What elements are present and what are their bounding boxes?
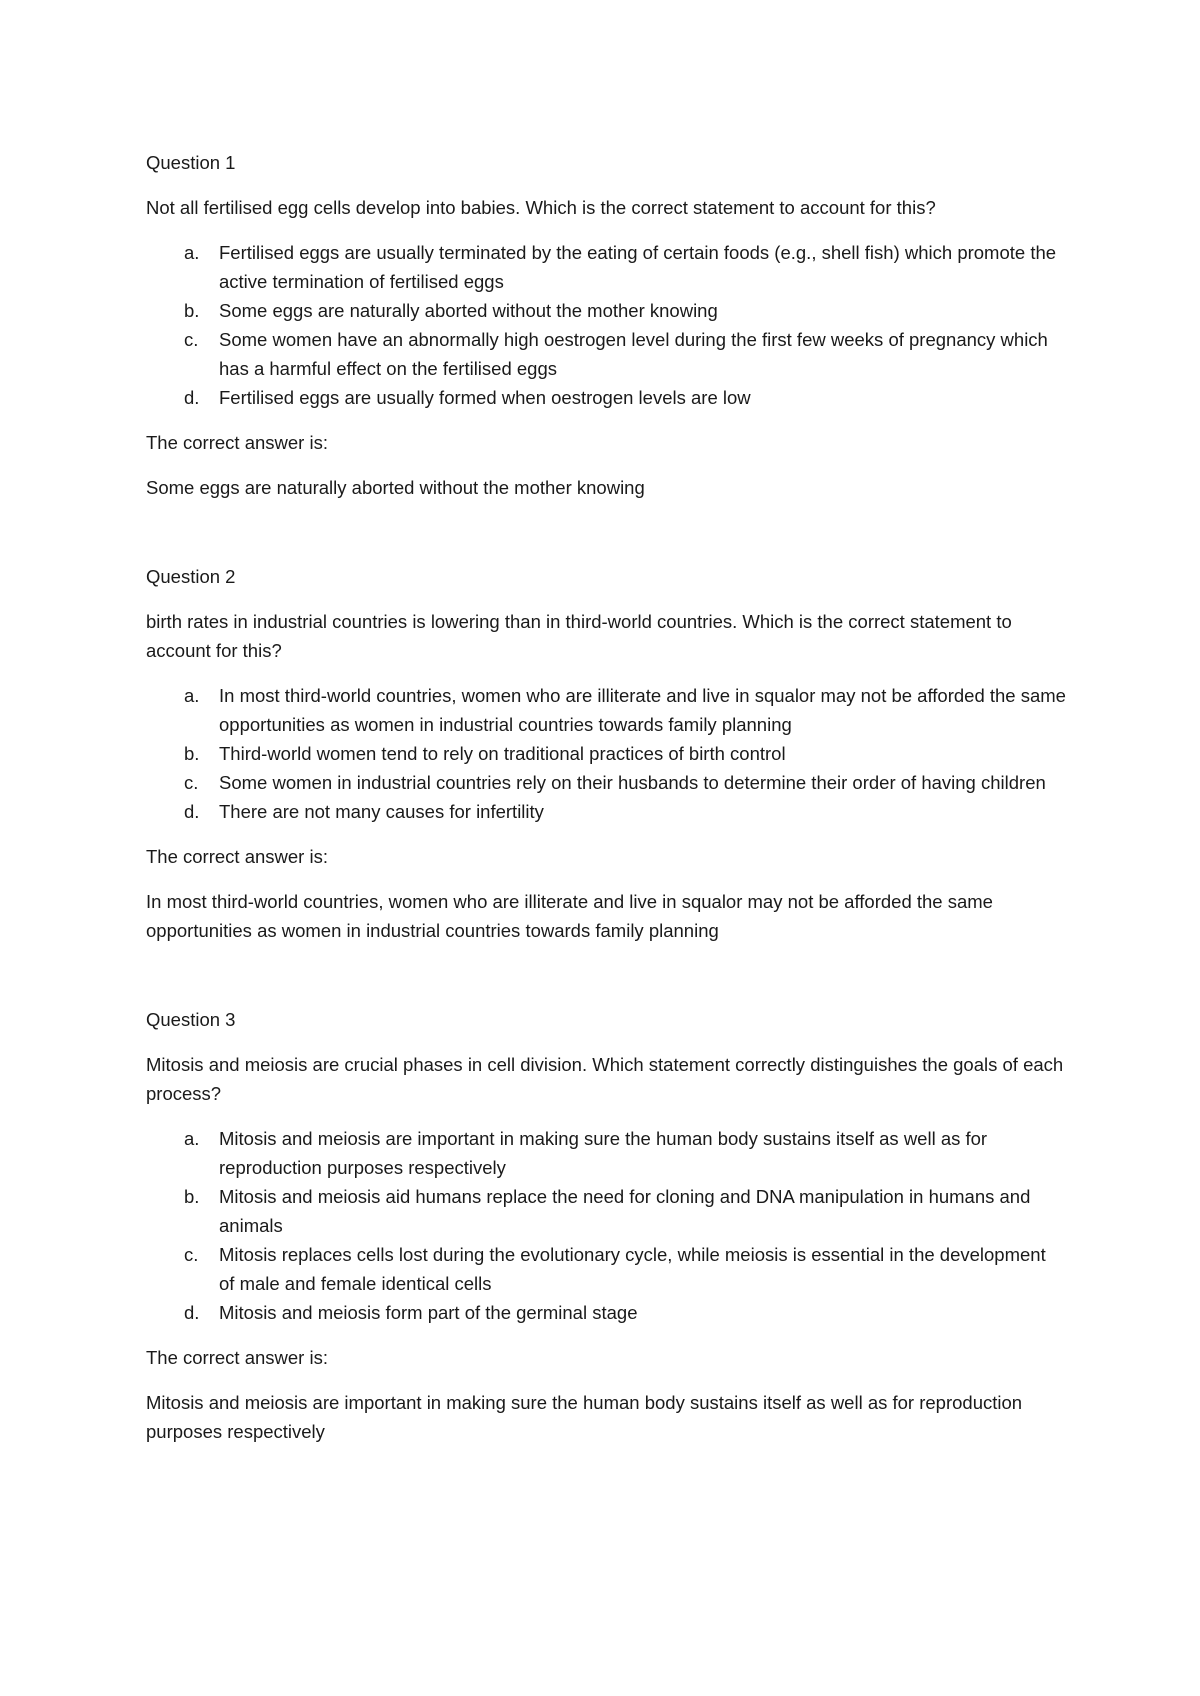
option-text: Mitosis and meiosis form part of the germinal stage — [219, 1302, 638, 1323]
option-d — [146, 383, 1066, 412]
option-c — [146, 768, 1066, 797]
option-letter: b. — [184, 743, 200, 764]
option-text: Some eggs are naturally aborted without the mother knowing — [219, 300, 718, 321]
option-letter: c. — [184, 1244, 199, 1265]
question-stem: Mitosis and meiosis are crucial phases in cell division. Which statement correctly distinguishes the goals of each process? — [146, 1054, 1064, 1104]
option-letter: b. — [184, 300, 200, 321]
option-b — [146, 1182, 1066, 1240]
question-stem: birth rates in industrial countries is lowering than in third-world countries. Which is the correct statement to account for this? — [146, 611, 1012, 661]
option-c — [146, 1240, 1066, 1298]
option-letter: c. — [184, 772, 199, 793]
option-letter: d. — [184, 1302, 200, 1323]
option-text: Third-world women tend to rely on traditional practices of birth control — [219, 743, 786, 764]
answer-label: The correct answer is: — [146, 432, 328, 453]
option-a — [146, 681, 1066, 739]
question-title: Question 1 — [146, 152, 236, 173]
options-list — [146, 238, 1066, 412]
option-text: Mitosis replaces cells lost during the evolutionary cycle, while meiosis is essential in the development of male and female identical cells — [219, 1244, 1046, 1294]
question-title: Question 2 — [146, 566, 236, 587]
option-letter: a. — [184, 685, 200, 706]
option-text: In most third-world countries, women who are illiterate and live in squalor may not be afforded the same opportunities as women in industrial countries towards family planning — [219, 685, 1066, 735]
question-title: Question 3 — [146, 1009, 236, 1030]
answer-text: In most third-world countries, women who are illiterate and live in squalor may not be afforded the same opportunities as women in industrial countries towards family planning — [146, 891, 993, 941]
option-text: Mitosis and meiosis aid humans replace the need for cloning and DNA manipulation in humans and animals — [219, 1186, 1031, 1236]
question-3 — [146, 1005, 1066, 1446]
option-letter: d. — [184, 801, 200, 822]
answer-text: Some eggs are naturally aborted without the mother knowing — [146, 477, 645, 498]
options-list — [146, 681, 1066, 826]
option-d — [146, 1298, 1066, 1327]
option-b — [146, 296, 1066, 325]
option-text: Some women in industrial countries rely on their husbands to determine their order of having children — [219, 772, 1046, 793]
answer-label: The correct answer is: — [146, 1347, 328, 1368]
option-text: Fertilised eggs are usually formed when oestrogen levels are low — [219, 387, 751, 408]
question-stem: Not all fertilised egg cells develop into babies. Which is the correct statement to account for this? — [146, 197, 936, 218]
option-text: Some women have an abnormally high oestrogen level during the first few weeks of pregnancy which has a harmful effect on the fertilised eggs — [219, 329, 1048, 379]
option-letter: d. — [184, 387, 200, 408]
option-d — [146, 797, 1066, 826]
answer-label: The correct answer is: — [146, 846, 328, 867]
question-2 — [146, 562, 1066, 945]
option-b — [146, 739, 1066, 768]
option-a — [146, 238, 1066, 296]
option-text: Fertilised eggs are usually terminated by the eating of certain foods (e.g., shell fish) which promote the active termination of fertilised eggs — [219, 242, 1057, 292]
question-1 — [146, 148, 1066, 502]
option-text: There are not many causes for infertility — [219, 801, 544, 822]
answer-text: Mitosis and meiosis are important in making sure the human body sustains itself as well as for reproduction purposes respectively — [146, 1392, 1023, 1442]
option-letter: c. — [184, 329, 199, 350]
document-page — [146, 148, 1066, 1446]
option-letter: a. — [184, 1128, 200, 1149]
option-c — [146, 325, 1066, 383]
option-letter: b. — [184, 1186, 200, 1207]
option-text: Mitosis and meiosis are important in making sure the human body sustains itself as well as for reproduction purposes respectively — [219, 1128, 988, 1178]
option-a — [146, 1124, 1066, 1182]
options-list — [146, 1124, 1066, 1327]
option-letter: a. — [184, 242, 200, 263]
